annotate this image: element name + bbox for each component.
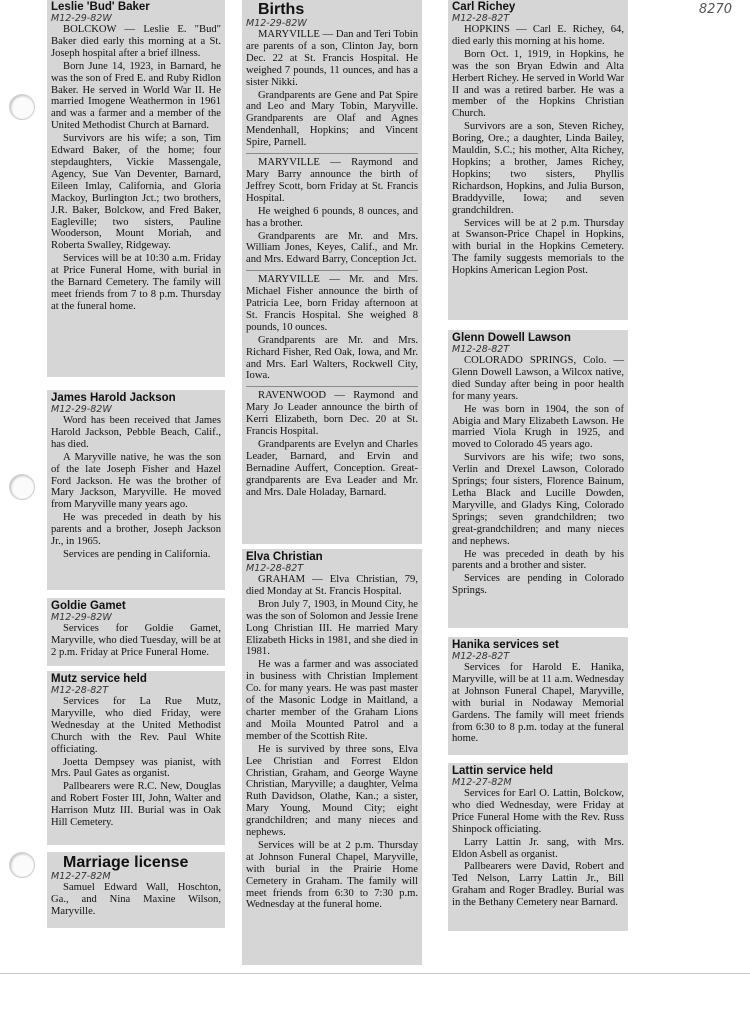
paragraph: He weighed 6 pounds, 8 ounces, and has a brother. [246, 205, 418, 229]
paragraph: Joetta Dempsey was pianist, with Mrs. Paul Gates as organist. [51, 756, 221, 780]
paragraph: Born Oct. 1, 1919, in Hopkins, he was the son Bryan Edwin and Alta Herbert Richey. He served in World War II and was a retired barber. He was a member of the Hopkins Christian Church. [452, 48, 624, 120]
paragraph: GRAHAM — Elva Christian, 79, died Monday at St. Francis Hospital. [246, 574, 418, 597]
handwritten-note: M12-29-82W [51, 612, 112, 623]
notice-heading: Mutz service held [51, 673, 147, 685]
obituary-gamet [47, 598, 225, 666]
handwritten-note: M12-28-82T [452, 651, 510, 662]
notice-marriage-license [47, 852, 225, 928]
paragraph: Services for Earl O. Lattin, Bolckow, who died Wednesday, were Friday at Price Funeral Home with the Rev. Russ Shinpock officiating. [452, 788, 624, 835]
paragraph: Born June 14, 1923, in Barnard, he was the son of Fred E. and Ruby Ridlon Baker. He served in World War II. He married Imogene Weathermon in 1961 and was a farmer and a member of the United Methodist Church at Barnard. [51, 60, 221, 132]
obituary-heading: Glenn Dowell Lawson [452, 332, 571, 344]
paragraph: Survivors are his wife; two sons, Verlin and Drexel Lawson, Colorado Springs; four sisters, Florence Bainum, Letha Black and Lucille Dowden, Maryville, and Gladys King, Colorado Springs; seven grandchildren; two great-grandchildren; and many nieces and nephews. [452, 452, 624, 547]
section-heading: Births [258, 1, 305, 18]
paragraph: Grandparents are Mr. and Mrs. Richard Fisher, Red Oak, Iowa, and Mr. and Mrs. Earl Walters, Rockwell City, Iowa. [246, 334, 418, 382]
births-column [242, 0, 422, 544]
handwritten-note: M12-27-82M [51, 871, 111, 882]
handwritten-note: M12-29-82W [51, 404, 112, 415]
paragraph: Bron July 7, 1903, in Mound City, he was the son of Solomon and Jessie Irene Long Christian III. He married Mary Elizabeth Hicks in 1981, and she died in 1981. [246, 598, 418, 658]
notice-heading: Marriage license [63, 854, 189, 871]
paragraph: Services are pending in Colorado Springs. [452, 573, 624, 597]
obituary-heading: Leslie 'Bud' Baker [51, 1, 150, 13]
divider [246, 153, 418, 154]
paragraph: Grandparents are Gene and Pat Spire and Leo and Mary Tobin, Maryville. Grandparents are Olaf and Agnes Mendenhall, Hopkins; and Vincent Spire, Parnell. [246, 89, 418, 149]
notice-mutz [47, 671, 225, 845]
obituary-heading: Elva Christian [246, 551, 323, 563]
punch-hole [9, 852, 35, 878]
handwritten-note: M12-28-82T [246, 563, 304, 574]
paragraph: Services for Harold E. Hanika, Maryville, will be at 11 a.m. Wednesday at Johnson Funeral Chapel, Maryville, with burial in Nodaway Memorial Gardens. The family will meet friends from 6:30 to 8 p.m. today at the funeral home. [452, 662, 624, 745]
paragraph: Word has been received that James Harold Jackson, Pebble Beach, Calif., has died. [51, 415, 221, 450]
paragraph: Services for Goldie Gamet, Maryville, who died Tuesday, will be at 2 p.m. Friday at Price Funeral Home. [51, 623, 221, 658]
obituary-jackson [47, 390, 225, 590]
paragraph: Pallbearers were David, Robert and Ted Nelson, Larry Lattin Jr., Bill Graham and Roger Bradley. Burial was in the Bethany Cemetery near Barnard. [452, 861, 624, 909]
paragraph: Services will be at 2 p.m. Thursday at Swanson-Price Chapel in Hopkins, with burial in the Hopkins Cemetery. The family suggests memorials to the Hopkins American Legion Post. [452, 217, 624, 277]
paragraph: Pallbearers were R.C. New, Douglas and Robert Foster III, John, Walter and Harrison Mutz III. Burial was in Oak Hill Cemetery. [51, 781, 221, 829]
paragraph: Samuel Edward Wall, Hoschton, Ga., and Nina Maxine Wilson, Maryville. [51, 882, 221, 917]
paragraph: Services for La Rue Mutz, Maryville, who died Friday, were Wednesday at the United Methodist Church with the Rev. Paul White officiating. [51, 696, 221, 755]
paragraph: A Maryville native, he was the son of the late Joseph Fisher and Hazel Ford Jackson. He was the brother of Mary Jackson, Maryville. He moved from Maryville many years ago. [51, 451, 221, 511]
obituary-lawson [448, 330, 628, 628]
obituary-heading: Goldie Gamet [51, 600, 126, 612]
paragraph: Grandparents are Evelyn and Charles Leader, Barnard, and Ervin and Bernadine Auffert, Conception. Great-grandparents are Eva Leader and Mr. and Mrs. Dale Holaday, Barnard. [246, 439, 418, 498]
notice-lattin [448, 763, 628, 931]
handwritten-note: M12-29-82W [51, 13, 112, 24]
punch-hole [9, 94, 35, 120]
paragraph: Survivors are a son, Steven Richey, Boring, Ore.; a daughter, Linda Bailey, Mauldin, S.C.; his mother, Alta Richey, Hopkins; a brother, James Richey, Hopkins; two sisters, Phyllis Richardson, Hopkins, and Julia Burson, Braddyville, Iowa; and seven grandchildren. [452, 121, 624, 216]
notice-heading: Hanika services set [452, 639, 559, 651]
handwritten-note: M12-27-82M [452, 777, 512, 788]
punch-hole [9, 474, 35, 500]
paragraph: BOLCKOW — Leslie E. "Bud" Baker died early this morning at a St. Joseph hospital after a brief illness. [51, 24, 221, 59]
paragraph: HOPKINS — Carl E. Richey, 64, died early this morning at his home. [452, 24, 624, 47]
page-number: 8270 [698, 2, 732, 17]
paragraph: MARYVILLE — Mr. and Mrs. Michael Fisher announce the birth of Patricia Lee, born Friday afternoon at St. Francis Hospital. She weighed 8 pounds, 10 ounces. [246, 274, 418, 333]
paragraph: He was preceded in death by his parents and a brother, Joseph Jackson Jr., in 1965. [51, 512, 221, 548]
obituary-baker [47, 0, 225, 377]
notice-hanika [448, 637, 628, 755]
handwritten-note: M12-29-82W [246, 18, 307, 29]
paragraph: Services will be at 2 p.m. Thursday at Johnson Funeral Chapel, Maryville, with burial in the Prairie Home Cemetery in Graham. The family will meet friends from 6:30 to 7:30 p.m. Wednesday at the funeral home. [246, 839, 418, 911]
paragraph: RAVENWOOD — Raymond and Mary Jo Leader announce the birth of Kerri Elizabeth, born Dec. 20 at St. Francis Hospital. [246, 390, 418, 438]
paragraph: Grandparents are Mr. and Mrs. William Jones, Keyes, Calif., and Mr. and Mrs. Edward Barry, Conception Jct. [246, 230, 418, 266]
obituary-heading: Carl Richey [452, 1, 516, 13]
paragraph: MARYVILLE — Dan and Teri Tobin are parents of a son, Clinton Jay, born Dec. 22 at St. Francis Hospital. He weighed 7 pounds, 11 ounces, and has a sister Nikki. [246, 29, 418, 88]
obituary-heading: James Harold Jackson [51, 392, 176, 404]
obituary-christian [242, 549, 422, 965]
paragraph: Larry Lattin Jr. sang, with Mrs. Eldon Asbell as organist. [452, 836, 624, 860]
handwritten-note: M12-28-82T [452, 344, 510, 355]
paragraph: Services will be at 10:30 a.m. Friday at Price Funeral Home, with burial in the Barnard Cemetery. The family will meet friends from 7 to 8 p.m. Thursday at the funeral home. [51, 253, 221, 312]
paragraph: MARYVILLE — Raymond and Mary Barry announce the birth of Jeffrey Scott, born Friday at St. Francis Hospital. [246, 157, 418, 204]
paragraph: He was born in 1904, the son of Abigia and Mary Elizabeth Lawson. He married Viola Krugh in 1925, and moved to Colorado 45 years ago. [452, 403, 624, 451]
divider [246, 386, 418, 387]
paragraph: Services are pending in California. [63, 548, 211, 560]
paragraph: COLORADO SPRINGS, Colo. — Glenn Dowell Lawson, a Wilcox native, died Sunday after being in poor health for many years. [452, 355, 624, 402]
paragraph: He is survived by three sons, Elva Lee Christian and Forrest Eldon Christian, Graham, and George Wayne Christian, Maryville; a daughter, Velma Ruth Davidson, Olathe, Kan.; a sister, Mary Young, Mound City; eight grandchildren; and many nieces and nephews. [246, 743, 418, 839]
notice-heading: Lattin service held [452, 765, 553, 777]
handwritten-note: M12-28-82T [51, 685, 109, 696]
paragraph: Survivors are his wife; a son, Tim Edward Baker, of the home; four stepdaughters, Vickie Massengale, Agency, Sue Van Deventer, Barnard, Eileen Imlay, California, and Gloria Mackoy, Burlington Jct.; two brothers, J.R. Baker, Bolckow, and Fred Baker, Eagleville; two sisters, Pauline Wooderson, Mount Moriah, and Roberta Swalley, Ridgeway. [51, 133, 221, 252]
handwritten-note: M12-28-82T [452, 13, 510, 24]
obituary-richey [448, 0, 628, 320]
page-edge [0, 973, 750, 974]
paragraph: He was preceded in death by his parents and a brother and sister. [452, 548, 624, 572]
divider [246, 270, 418, 271]
paragraph: He was a farmer and was associated in business with Christian Implement Co. for many years. He was past master of the Masonic Lodge in Maitland, a charter member of the Graham Lions and Moila Mounted Patrol and a member of the Scottish Rite. [246, 659, 418, 742]
